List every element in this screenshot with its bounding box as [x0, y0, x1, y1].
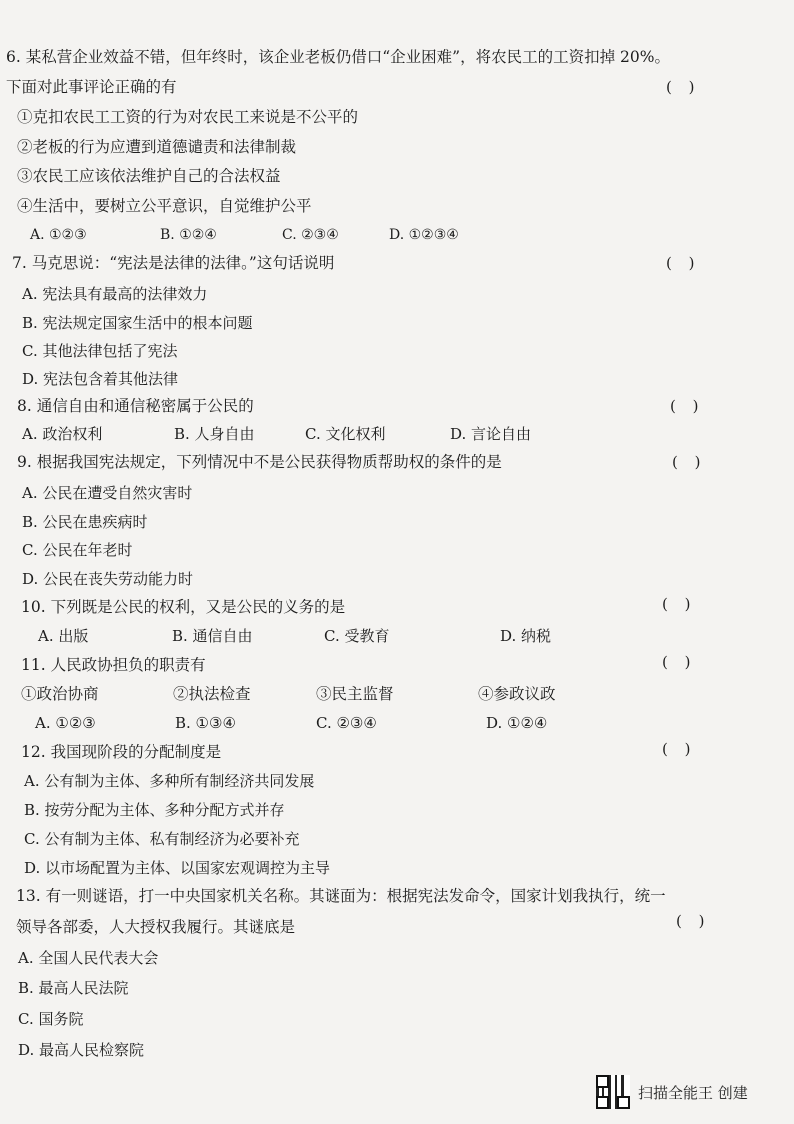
- q12-option-d[interactable]: D. 以市场配置为主体、以国家宏观调控为主导: [24, 859, 331, 877]
- q11-answer-paren[interactable]: ( ): [662, 653, 697, 671]
- q9-stem: 9. 根据我国宪法规定，下列情况中不是公民获得物质帮助权的条件的是: [17, 453, 502, 471]
- q6-item-1: ①克扣农民工工资的行为对农民工来说是不公平的: [17, 108, 359, 126]
- scanner-watermark: [596, 1074, 786, 1110]
- q6-answer-paren[interactable]: ( ): [666, 78, 701, 96]
- q11-item-3: ③民主监督: [316, 685, 394, 703]
- q11-item-1: ①政治协商: [21, 685, 99, 703]
- q6-item-3: ③农民工应该依法维护自己的合法权益: [17, 167, 281, 185]
- q13-option-c[interactable]: C. 国务院: [18, 1010, 84, 1028]
- q12-option-b[interactable]: B. 按劳分配为主体、多种分配方式并存: [24, 801, 285, 819]
- q8-stem: 8. 通信自由和通信秘密属于公民的: [17, 397, 254, 415]
- q11-option-b[interactable]: B. ①③④: [175, 714, 236, 732]
- q7-option-b[interactable]: B. 宪法规定国家生活中的根本问题: [22, 314, 253, 332]
- q7-answer-paren[interactable]: ( ): [666, 254, 701, 272]
- q9-option-a[interactable]: A. 公民在遭受自然灾害时: [22, 484, 193, 502]
- q13-stem-line2: 领导各部委，人大授权我履行。其谜底是: [16, 918, 296, 936]
- scanner-brand-text: 扫描全能王 创建: [638, 1083, 748, 1102]
- q13-option-b[interactable]: B. 最高人民法院: [18, 979, 129, 997]
- q7-option-c[interactable]: C. 其他法律包括了宪法: [22, 342, 178, 360]
- q6-item-2: ②老板的行为应遭到道德谴责和法律制裁: [17, 138, 297, 156]
- q8-answer-paren[interactable]: ( ): [670, 397, 705, 415]
- q13-stem-line1: 13. 有一则谜语，打一中央国家机关名称。其谜面为：根据宪法发命令，国家计划我执行，统一: [16, 887, 666, 905]
- q10-option-d[interactable]: D. 纳税: [500, 627, 552, 645]
- q11-option-d[interactable]: D. ①②④: [486, 714, 548, 732]
- q6-item-4: ④生活中，要树立公平意识，自觉维护公平: [17, 197, 312, 215]
- q6-option-d[interactable]: D. ①②③④: [389, 227, 459, 243]
- q6-stem-line1: 6. 某私营企业效益不错，但年终时，该企业老板仍借口“企业困难”，将农民工的工资扣掉 20%。: [6, 48, 670, 66]
- q10-option-b[interactable]: B. 通信自由: [172, 627, 253, 645]
- q11-item-4: ④参政议政: [478, 685, 556, 703]
- q11-stem: 11. 人民政协担负的职责有: [21, 656, 206, 674]
- q7-option-a[interactable]: A. 宪法具有最高的法律效力: [22, 285, 208, 303]
- q12-stem: 12. 我国现阶段的分配制度是: [21, 743, 222, 761]
- q6-option-c[interactable]: C. ②③④: [282, 227, 339, 243]
- q10-option-c[interactable]: C. 受教育: [324, 627, 390, 645]
- q8-option-a[interactable]: A. 政治权利: [22, 425, 103, 443]
- q12-option-c[interactable]: C. 公有制为主体、私有制经济为必要补充: [24, 830, 300, 848]
- q10-answer-paren[interactable]: ( ): [662, 595, 697, 613]
- q12-answer-paren[interactable]: ( ): [662, 740, 697, 758]
- q9-answer-paren[interactable]: ( ): [672, 453, 707, 471]
- q9-option-c[interactable]: C. 公民在年老时: [22, 541, 133, 559]
- q6-option-b[interactable]: B. ①②④: [160, 227, 217, 243]
- q6-option-a[interactable]: A. ①②③: [30, 227, 87, 243]
- q6-stem-line2: 下面对此事评论正确的有: [6, 78, 177, 96]
- q10-option-a[interactable]: A. 出版: [38, 627, 89, 645]
- q9-option-b[interactable]: B. 公民在患疾病时: [22, 513, 148, 531]
- q11-option-a[interactable]: A. ①②③: [35, 714, 96, 732]
- q10-stem: 10. 下列既是公民的权利，又是公民的义务的是: [21, 598, 346, 616]
- q11-item-2: ②执法检查: [173, 685, 251, 703]
- q9-option-d[interactable]: D. 公民在丧失劳动能力时: [22, 570, 194, 588]
- qr-code-icon: [596, 1075, 630, 1109]
- q7-option-d[interactable]: D. 宪法包含着其他法律: [22, 370, 179, 388]
- q8-option-b[interactable]: B. 人身自由: [174, 425, 255, 443]
- q8-option-c[interactable]: C. 文化权利: [305, 425, 386, 443]
- q13-option-a[interactable]: A. 全国人民代表大会: [18, 949, 159, 967]
- q13-answer-paren[interactable]: ( ): [676, 912, 711, 930]
- q8-option-d[interactable]: D. 言论自由: [450, 425, 532, 443]
- q11-option-c[interactable]: C. ②③④: [316, 714, 377, 732]
- q7-stem: 7. 马克思说：“宪法是法律的法律。”这句话说明: [12, 254, 335, 272]
- q13-option-d[interactable]: D. 最高人民检察院: [18, 1041, 145, 1059]
- q12-option-a[interactable]: A. 公有制为主体、多种所有制经济共同发展: [24, 772, 315, 790]
